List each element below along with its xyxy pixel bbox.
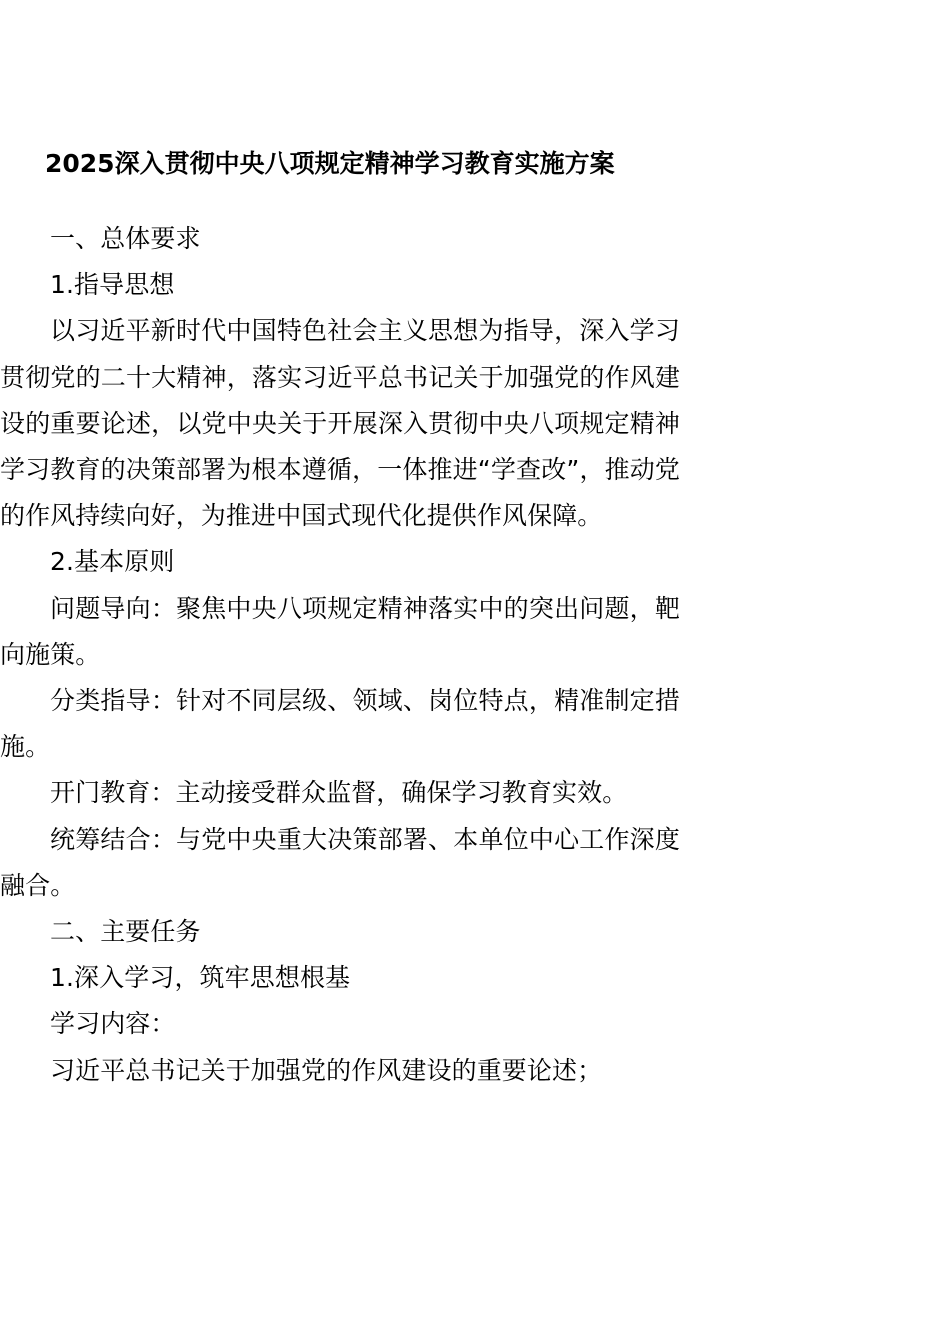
subsection-heading-basic-principles: 2.基本原则	[50, 547, 175, 577]
page-title: 2025深入贯彻中央八项规定精神学习教育实施方案	[45, 149, 615, 178]
paragraph-principle-overall-integration: 统筹结合：与党中央重大决策部署、本单位中心工作深度融合。	[0, 824, 680, 900]
paragraph-study-content-label: 学习内容：	[50, 1009, 176, 1039]
paragraph-guiding-ideology: 以习近平新时代中国特色社会主义思想为指导，深入学习贯彻党的二十大精神，落实习近平总书记关于加强党的作风建设的重要论述，以党中央关于开展深入贯彻中央八项规定精神学习教育的决策部署为根本遵循，一体推进“学查改”，推动党的作风持续向好，为推进中国式现代化提供作风保障。	[0, 316, 680, 531]
section-heading-main-tasks: 二、主要任务	[50, 917, 201, 947]
subsection-heading-guiding-ideology: 1.指导思想	[50, 270, 175, 300]
paragraph-principle-problem-oriented: 问题导向：聚焦中央八项规定精神落实中的突出问题，靶向施策。	[0, 593, 680, 669]
paragraph-principle-open-education: 开门教育：主动接受群众监督，确保学习教育实效。	[50, 778, 628, 808]
subsection-heading-deep-study: 1.深入学习，筑牢思想根基	[50, 963, 351, 993]
section-heading-overall-requirements: 一、总体要求	[50, 224, 201, 253]
document-body	[0, 216, 680, 1094]
paragraph-study-item-1: 习近平总书记关于加强党的作风建设的重要论述；	[50, 1055, 603, 1085]
paragraph-principle-classified-guidance: 分类指导：针对不同层级、领域、岗位特点，精准制定措施。	[0, 686, 680, 762]
